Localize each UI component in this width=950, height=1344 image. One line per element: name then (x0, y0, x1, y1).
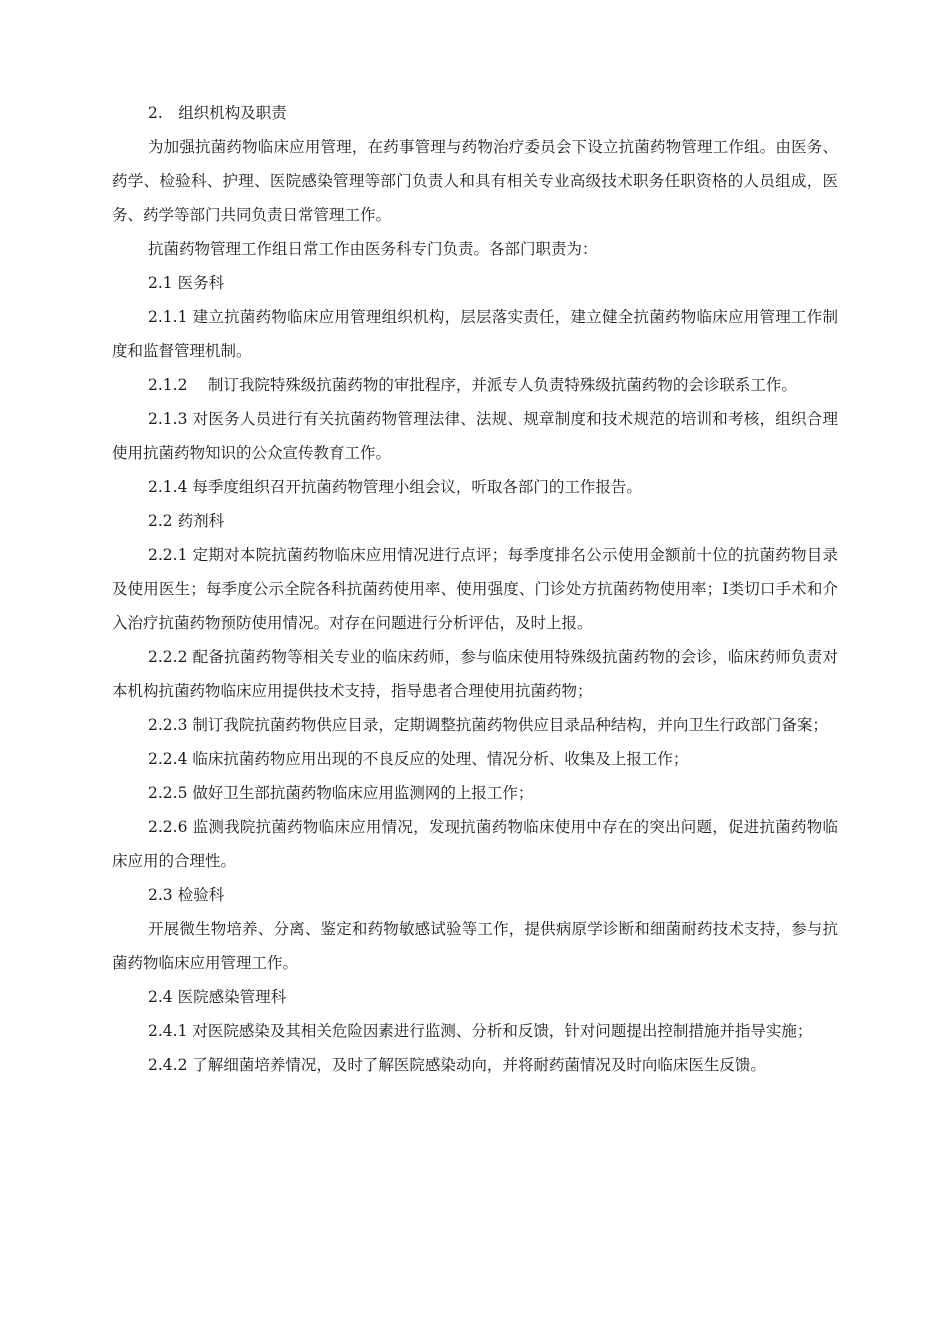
paragraph: 2.4.1 对医院感染及其相关危险因素进行监测、分析和反馈，针对问题提出控制措施并指导实施； (148, 1022, 813, 1040)
subsection-heading: 2.4 医院感染管理科 (148, 988, 287, 1006)
paragraph: 2.2.5 做好卫生部抗菌药物临床应用监测网的上报工作； (148, 784, 534, 802)
section-heading: 2. 组织机构及职责 (148, 104, 287, 122)
subsection-heading: 2.1 医务科 (148, 274, 225, 292)
paragraph: 为加强抗菌药物临床应用管理，在药事管理与药物治疗委员会下设立抗菌药物管理工作组。由医务、药学、检验科、护理、医院感染管理等部门负责人和具有相关专业高级技术职务任职资格的人员组成，医务、药学等部门共同负责日常管理工作。 (112, 138, 838, 224)
paragraph: 2.4.2 了解细菌培养情况，及时了解医院感染动向，并将耐药菌情况及时向临床医生反馈。 (148, 1056, 766, 1074)
subsection-heading: 2.2 药剂科 (148, 512, 225, 530)
paragraph: 2.2.4 临床抗菌药物应用出现的不良反应的处理、情况分析、收集及上报工作； (148, 750, 689, 768)
paragraph: 开展微生物培养、分离、鉴定和药物敏感试验等工作，提供病原学诊断和细菌耐药技术支持，参与抗菌药物临床应用管理工作。 (112, 920, 838, 972)
paragraph: 抗菌药物管理工作组日常工作由医务科专门负责。各部门职责为： (148, 240, 598, 258)
subsection-heading: 2.3 检验科 (148, 886, 225, 904)
paragraph: 2.2.3 制订我院抗菌药物供应目录，定期调整抗菌药物供应目录品种结构，并向卫生行政部门备案； (148, 716, 828, 734)
paragraph: 2.1.3 对医务人员进行有关抗菌药物管理法律、法规、规章制度和技术规范的培训和考核，组织合理使用抗菌药物知识的公众宣传教育工作。 (112, 410, 838, 462)
paragraph: 2.1.4 每季度组织召开抗菌药物管理小组会议，听取各部门的工作报告。 (148, 478, 642, 496)
paragraph: 2.2.1 定期对本院抗菌药物临床应用情况进行点评；每季度排名公示使用金额前十位的抗菌药物目录及使用医生；每季度公示全院各科抗菌药使用率、使用强度、门诊处方抗菌药物使用率；Ⅰ类切口手术和介入治疗抗菌药物预防使用情况。对存在问题进行分析评估，及时上报。 (112, 546, 838, 632)
paragraph: 2.2.2 配备抗菌药物等相关专业的临床药师，参与临床使用特殊级抗菌药物的会诊，临床药师负责对本机构抗菌药物临床应用提供技术支持，指导患者合理使用抗菌药物； (112, 648, 838, 700)
paragraph: 2.1.1 建立抗菌药物临床应用管理组织机构，层层落实责任，建立健全抗菌药物临床应用管理工作制度和监督管理机制。 (112, 308, 838, 360)
paragraph: 2.1.2 制订我院特殊级抗菌药物的审批程序，并派专人负责特殊级抗菌药物的会诊联系工作。 (148, 376, 797, 394)
paragraph: 2.2.6 监测我院抗菌药物临床应用情况，发现抗菌药物临床使用中存在的突出问题，促进抗菌药物临床应用的合理性。 (112, 818, 838, 870)
document-body (112, 96, 838, 1082)
